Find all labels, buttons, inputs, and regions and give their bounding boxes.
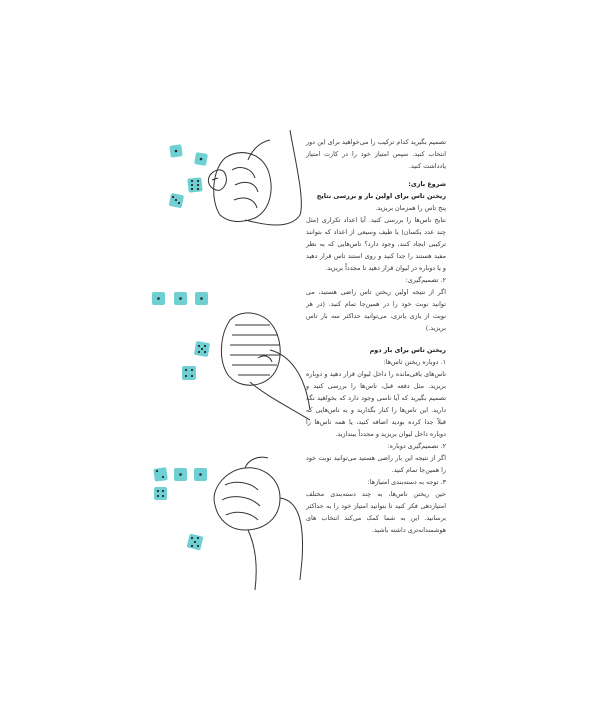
round2-item3-text: حین ریختن تاس‌ها، به چند دسته‌بندی مختلف امتیازدهی فکر کنید تا بتوانید امتیاز خود را به حداکثر برسانید. این به شما کمک می‌کند انتخاب های هوشمندانه‌تری داشته باشید. xyxy=(306,490,446,534)
round2-item3-title: ۳. توجه به دسته‌بندی امتیازها: xyxy=(367,478,446,486)
hand-holding-dice-icon xyxy=(208,130,301,225)
round2-item1-title: ۱. دوباره ریختن تاس‌ها: xyxy=(383,358,446,366)
round1-item2-text: اگر از نتیجه اولین ریختن تاس راضی هستید، می توانید نوبت خود را در همین‌جا تمام کنید. (در هر نوبت از بازی یاتزی، می‌توانید حداکثر سه بار تاس بریزید.) xyxy=(306,288,446,332)
hand-rolling-dice-icon xyxy=(214,457,303,590)
dice-group-middle xyxy=(182,341,210,380)
round1-item2-title: ۲. تصمیم‌گیری: xyxy=(405,276,446,284)
instructions-text xyxy=(306,136,446,536)
intro-paragraph: تصمیم بگیرید کدام ترکیب را می‌خواهید برای این دور انتخاب کنید. سپس امتیاز خود را در کارت امتیاز یادداشت کنید. xyxy=(306,138,446,170)
dice-group-top xyxy=(169,144,208,208)
hand-shaking-dice-icon xyxy=(221,313,310,420)
dice-group-bottom xyxy=(187,534,204,551)
round1-line1: پنج تاس را همزمان بریزید. xyxy=(375,204,446,212)
round2-item2-text: اگر از نتیجه این بار راضی هستید می‌توانید نوبت خود را همین‌جا تمام کنید. xyxy=(306,454,446,474)
round2-item2-title: ۲. تصمیم‌گیری دوباره: xyxy=(387,442,446,450)
dice-row-bottom xyxy=(153,467,207,500)
start-heading: شروع بازی: xyxy=(408,180,446,188)
dice-row-middle xyxy=(152,292,208,305)
illustrations xyxy=(140,120,310,600)
round1-paragraph: نتایج تاس‌ها را بررسی کنید. آیا اعداد تکراری (مثل چند عدد یکسان) یا طیف وسیعی از اعداد که بتوانند ترکیبی ایجاد کنند، وجود دارد؟ تاس‌هایی که به نظر مفید هستند را جدا کنید و روی استند تاس قرار دهید و یا دوباره در لیوان قرار دهید تا مجدداً بریزید. xyxy=(306,216,446,272)
round2-heading: ریختن تاس برای بار دوم xyxy=(369,346,446,354)
round2-item1-text: تاس‌های باقی‌مانده را داخل لیوان قرار دهید و دوباره بریزید. مثل دفعه قبل، تاس‌ها را بررسی کنید و تصمیم بگیرید که آیا تاسی وجود دارد که بخواهید نگه دارید. این تاس‌ها را کنار بگذارید و به تاس‌هایی که قبلاً جدا کرده بودید اضافه کنید، یا همه تاس‌ها را دوباره داخل لیوان بریزید و مجدداً بیندازید. xyxy=(306,370,446,438)
round1-heading: ریختن تاس برای اولین بار و بررسی نتایج xyxy=(316,192,446,200)
